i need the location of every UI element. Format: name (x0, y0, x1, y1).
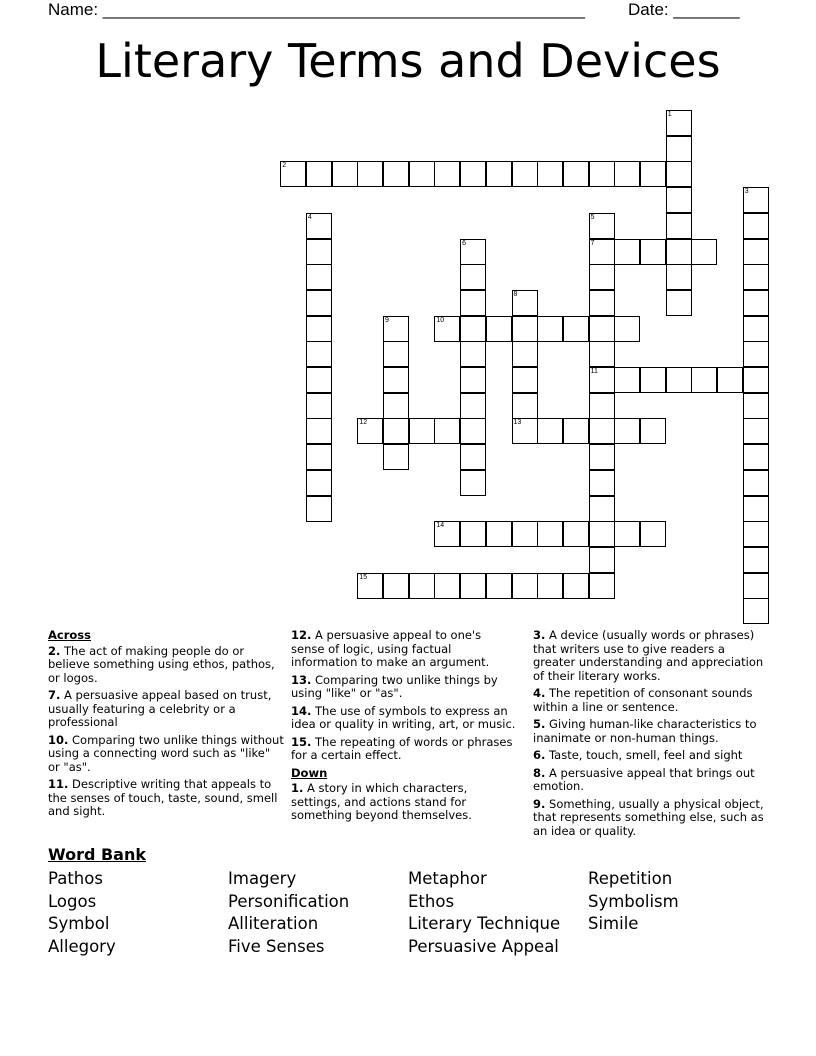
grid-cell[interactable] (512, 393, 538, 419)
grid-cell[interactable] (563, 521, 589, 547)
grid-cell[interactable] (486, 521, 512, 547)
grid-cell[interactable] (434, 418, 460, 444)
grid-cell[interactable] (306, 316, 332, 342)
grid-cell[interactable] (409, 573, 435, 599)
grid-cell[interactable] (666, 213, 692, 239)
grid-cell[interactable] (460, 393, 486, 419)
grid-cell[interactable] (666, 264, 692, 290)
grid-cell[interactable] (743, 187, 769, 213)
grid-cell[interactable] (614, 418, 640, 444)
grid-cell[interactable] (409, 161, 435, 187)
grid-cell[interactable] (614, 161, 640, 187)
grid-cell[interactable] (434, 521, 460, 547)
grid-cell[interactable] (383, 161, 409, 187)
grid-cell[interactable] (640, 521, 666, 547)
clue-down-9: 9. Something, usually a physical object, that represents something else, such as an idea or quality. (533, 796, 764, 838)
grid-cell[interactable] (306, 444, 332, 470)
grid-cell[interactable] (589, 239, 615, 265)
grid-cell[interactable] (666, 110, 692, 136)
grid-cell[interactable] (743, 290, 769, 316)
grid-cell[interactable] (280, 161, 306, 187)
grid-cell[interactable] (691, 367, 717, 393)
grid-cell[interactable] (717, 367, 743, 393)
clue-number: 15 (359, 573, 368, 581)
grid-cell[interactable] (563, 573, 589, 599)
grid-cell[interactable] (743, 367, 769, 393)
clue-across-10: 10. Comparing two unlike things without using a connecting word such as "like" or "as". (48, 732, 284, 774)
grid-cell[interactable] (589, 316, 615, 342)
down-heading: Down (291, 765, 328, 780)
grid-cell[interactable] (306, 341, 332, 367)
grid-cell[interactable] (743, 239, 769, 265)
word-bank-item: Alliteration (228, 914, 319, 934)
grid-cell[interactable] (512, 367, 538, 393)
clue-number: 14 (436, 522, 445, 530)
word-bank-column-2 (228, 868, 349, 958)
clue-down-1: 1. A story in which characters, settings, and actions stand for something beyond themselves. (291, 781, 472, 822)
grid-cell[interactable] (743, 418, 769, 444)
grid-cell[interactable] (640, 161, 666, 187)
clue-number: 12 (359, 419, 368, 427)
clues-column-1 (48, 629, 284, 823)
grid-cell[interactable] (640, 367, 666, 393)
clue-across-7: 7. A persuasive appeal based on trust, usually featuring a celebrity or a professional (48, 688, 272, 729)
grid-cell[interactable] (537, 521, 563, 547)
grid-cell[interactable] (460, 367, 486, 393)
grid-cell[interactable] (563, 418, 589, 444)
clue-across-13: 13. Comparing two unlike things by using "like" or "as". (291, 672, 498, 700)
grid-cell[interactable] (383, 316, 409, 342)
clue-number: 5 (590, 213, 595, 221)
grid-cell[interactable] (306, 470, 332, 496)
word-bank-column-1 (48, 868, 116, 958)
word-bank-item: Ethos (408, 891, 455, 911)
word-bank-item: Symbol (48, 914, 110, 934)
clue-number: 6 (462, 239, 466, 247)
grid-cell[interactable] (743, 496, 769, 522)
grid-cell[interactable] (537, 418, 563, 444)
grid-cell[interactable] (537, 573, 563, 599)
word-bank-column-3 (408, 868, 560, 958)
grid-cell[interactable] (486, 161, 512, 187)
grid-cell[interactable] (460, 290, 486, 316)
grid-cell[interactable] (691, 239, 717, 265)
word-bank-item: Symbolism (588, 891, 679, 911)
grid-cell[interactable] (589, 444, 615, 470)
grid-cell[interactable] (332, 161, 358, 187)
name-field[interactable]: Name: ___________________________________________________ (48, 0, 585, 19)
clue-number: 8 (513, 290, 518, 298)
grid-cell[interactable] (743, 598, 769, 624)
grid-cell[interactable] (563, 161, 589, 187)
grid-cell[interactable] (357, 573, 383, 599)
grid-cell[interactable] (460, 341, 486, 367)
grid-cell[interactable] (434, 573, 460, 599)
word-bank-item: Simile (588, 914, 639, 934)
word-bank-item: Persuasive Appeal (408, 936, 559, 956)
grid-cell[interactable] (357, 418, 383, 444)
grid-cell[interactable] (589, 341, 615, 367)
grid-cell[interactable] (306, 367, 332, 393)
word-bank-item: Five Senses (228, 936, 325, 956)
grid-cell[interactable] (589, 521, 615, 547)
grid-cell[interactable] (666, 136, 692, 162)
grid-cell[interactable] (743, 264, 769, 290)
clue-number: 2 (282, 162, 287, 170)
grid-cell[interactable] (460, 239, 486, 265)
grid-cell[interactable] (306, 213, 332, 239)
grid-cell[interactable] (743, 341, 769, 367)
grid-cell[interactable] (537, 161, 563, 187)
word-bank-item: Personification (228, 891, 350, 911)
grid-cell[interactable] (383, 418, 409, 444)
clue-number: 1 (667, 111, 672, 118)
clue-number: 7 (590, 239, 595, 247)
grid-cell[interactable] (434, 161, 460, 187)
grid-cell[interactable] (666, 187, 692, 213)
clue-across-12: 12. A persuasive appeal to one's sense of logic, using factual information to make an argument. (291, 628, 490, 669)
word-bank (48, 868, 768, 968)
grid-cell[interactable] (460, 470, 486, 496)
date-field[interactable]: Date: _______ (628, 0, 740, 19)
clue-number: 10 (436, 316, 445, 324)
word-bank-item: Literary Technique (408, 914, 561, 934)
grid-cell[interactable] (383, 341, 409, 367)
grid-cell[interactable] (512, 573, 538, 599)
word-bank-item: Pathos (48, 869, 103, 888)
grid-cell[interactable] (306, 239, 332, 265)
grid-cell[interactable] (589, 547, 615, 573)
grid-cell[interactable] (434, 316, 460, 342)
word-bank-item: Imagery (228, 869, 297, 888)
grid-cell[interactable] (306, 161, 332, 187)
clue-across-2: 2. The act of making people do or believe something using ethos, pathos, or logos. (48, 643, 275, 685)
grid-cell[interactable] (306, 393, 332, 419)
clue-down-5: 5. Giving human-like characteristics to inanimate or non-human things. (533, 717, 757, 745)
word-bank-item: Allegory (48, 936, 116, 956)
word-bank-column-4 (588, 868, 679, 936)
grid-cell[interactable] (306, 418, 332, 444)
clue-down-3: 3. A device (usually words or phrases) that writers use to give readers a greater understanding and appreciation of their literary works. (533, 628, 764, 683)
grid-cell[interactable] (306, 496, 332, 522)
grid-cell[interactable] (512, 161, 538, 187)
grid-cell[interactable] (743, 213, 769, 239)
grid-cell[interactable] (383, 367, 409, 393)
grid-cell[interactable] (743, 573, 769, 599)
grid-cell[interactable] (589, 496, 615, 522)
grid-cell[interactable] (743, 316, 769, 342)
grid-cell[interactable] (383, 444, 409, 470)
grid-cell[interactable] (640, 418, 666, 444)
grid-cell[interactable] (666, 290, 692, 316)
grid-cell[interactable] (512, 316, 538, 342)
grid-cell[interactable] (512, 521, 538, 547)
grid-cell[interactable] (743, 444, 769, 470)
clue-number: 4 (307, 213, 312, 221)
grid-cell[interactable] (486, 573, 512, 599)
grid-cell[interactable] (743, 470, 769, 496)
grid-cell[interactable] (666, 239, 692, 265)
grid-cell[interactable] (460, 521, 486, 547)
grid-cell[interactable] (460, 444, 486, 470)
grid-cell[interactable] (460, 573, 486, 599)
grid-cell[interactable] (614, 239, 640, 265)
grid-cell[interactable] (383, 573, 409, 599)
word-bank-item: Logos (48, 891, 97, 911)
grid-cell[interactable] (537, 316, 563, 342)
clues-column-2 (291, 629, 517, 827)
grid-cell[interactable] (666, 161, 692, 187)
grid-cell[interactable] (640, 239, 666, 265)
grid-cell[interactable] (306, 264, 332, 290)
grid-cell[interactable] (743, 393, 769, 419)
grid-cell[interactable] (486, 316, 512, 342)
grid-cell[interactable] (383, 393, 409, 419)
grid-cell[interactable] (512, 341, 538, 367)
grid-cell[interactable] (614, 521, 640, 547)
grid-cell[interactable] (589, 573, 615, 599)
word-bank-title: Word Bank (48, 845, 147, 864)
clue-number: 13 (513, 419, 522, 427)
grid-cell[interactable] (589, 418, 615, 444)
grid-cell[interactable] (589, 290, 615, 316)
grid-cell[interactable] (666, 367, 692, 393)
grid-cell[interactable] (614, 316, 640, 342)
clue-number: 9 (385, 316, 389, 324)
clue-number: 11 (590, 368, 598, 375)
across-heading: Across (48, 628, 91, 642)
word-bank-item: Repetition (588, 869, 673, 888)
grid-cell[interactable] (460, 264, 486, 290)
clue-across-14: 14. The use of symbols to express an idea or quality in writing, art, or music. (291, 703, 516, 731)
grid-cell[interactable] (460, 316, 486, 342)
grid-cell[interactable] (306, 290, 332, 316)
clue-across-15: 15. The repeating of words or phrases for a certain effect. (291, 734, 513, 762)
grid-cell[interactable] (589, 213, 615, 239)
grid-cell[interactable] (589, 367, 615, 393)
grid-cell[interactable] (589, 470, 615, 496)
grid-cell[interactable] (409, 418, 435, 444)
clue-down-4: 4. The repetition of consonant sounds within a line or sentence. (533, 686, 753, 714)
clue-down-6: 6. Taste, touch, smell, feel and sight (533, 748, 743, 762)
page-title: Literary Terms and Devices (95, 34, 721, 88)
grid-cell[interactable] (512, 418, 538, 444)
grid-cell[interactable] (460, 161, 486, 187)
grid-cell[interactable] (460, 418, 486, 444)
clue-number: 3 (744, 188, 749, 196)
grid-cell[interactable] (563, 316, 589, 342)
grid-cell[interactable] (589, 161, 615, 187)
grid-cell[interactable] (614, 367, 640, 393)
clue-across-11: 11. Descriptive writing that appeals to the senses of touch, taste, sound, smell and sight. (48, 777, 278, 818)
grid-cell[interactable] (743, 521, 769, 547)
grid-cell[interactable] (512, 290, 538, 316)
clues-column-3 (533, 629, 769, 842)
grid-cell[interactable] (357, 161, 383, 187)
word-bank-item: Metaphor (408, 869, 487, 888)
grid-cell[interactable] (743, 547, 769, 573)
grid-cell[interactable] (589, 264, 615, 290)
grid-cell[interactable] (589, 393, 615, 419)
clue-down-8: 8. A persuasive appeal that brings out emotion. (533, 765, 755, 793)
